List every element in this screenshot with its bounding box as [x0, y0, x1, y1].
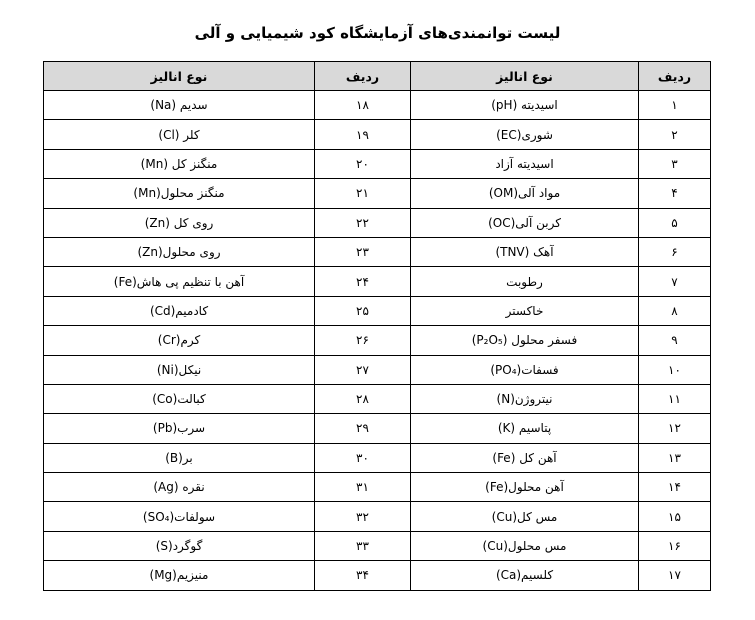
table-row [44, 355, 711, 384]
analysis-type-cell: بر(B) [44, 443, 315, 472]
row-number-cell: ۲۴ [315, 267, 411, 296]
row-number-cell: ۳۲ [315, 502, 411, 531]
header-analysis-type-left: نوع انالیز [44, 62, 315, 91]
analysis-type-cell: مواد آلی(OM) [411, 179, 639, 208]
analysis-type-cell: کرم(Cr) [44, 326, 315, 355]
table-row [44, 179, 711, 208]
row-number-cell: ۶ [639, 237, 711, 266]
analysis-type-cell: کربن آلی(OC) [411, 208, 639, 237]
row-number-cell: ۳ [639, 149, 711, 178]
row-number-cell: ۸ [639, 296, 711, 325]
table-row [44, 120, 711, 149]
row-number-cell: ۷ [639, 267, 711, 296]
row-number-cell: ۲۷ [315, 355, 411, 384]
analysis-type-cell: رطوبت [411, 267, 639, 296]
table-row [44, 473, 711, 502]
analysis-type-cell: مس محلول(Cu) [411, 531, 639, 560]
row-number-cell: ۳۳ [315, 531, 411, 560]
row-number-cell: ۲۵ [315, 296, 411, 325]
row-number-cell: ۲۲ [315, 208, 411, 237]
analysis-type-cell: مس کل(Cu) [411, 502, 639, 531]
row-number-cell: ۱۷ [639, 561, 711, 590]
analysis-type-cell: کلر (Cl) [44, 120, 315, 149]
row-number-cell: ۲۱ [315, 179, 411, 208]
analysis-table [43, 61, 711, 591]
table-row [44, 91, 711, 120]
table-row [44, 326, 711, 355]
analysis-type-cell: اسیدیته (pH) [411, 91, 639, 120]
row-number-cell: ۱۰ [639, 355, 711, 384]
analysis-type-cell: کلسیم(Ca) [411, 561, 639, 590]
table-row [44, 149, 711, 178]
row-number-cell: ۱۴ [639, 473, 711, 502]
row-number-cell: ۲۶ [315, 326, 411, 355]
analysis-type-cell: روی محلول(Zn) [44, 237, 315, 266]
analysis-type-cell: نقره (Ag) [44, 473, 315, 502]
row-number-cell: ۱۵ [639, 502, 711, 531]
row-number-cell: ۲۹ [315, 414, 411, 443]
row-number-cell: ۵ [639, 208, 711, 237]
table-row [44, 208, 711, 237]
row-number-cell: ۱۸ [315, 91, 411, 120]
analysis-type-cell: سولفات(SO₄) [44, 502, 315, 531]
analysis-type-cell: پتاسیم (K) [411, 414, 639, 443]
row-number-cell: ۲۳ [315, 237, 411, 266]
page-title: لیست توانمندی‌های آزمایشگاه کود شیمیایی و آلی [194, 24, 561, 42]
header-row [44, 62, 711, 91]
row-number-cell: ۱۹ [315, 120, 411, 149]
row-number-cell: ۲۸ [315, 384, 411, 413]
analysis-type-cell: سرب(Pb) [44, 414, 315, 443]
analysis-type-cell: آهن محلول(Fe) [411, 473, 639, 502]
analysis-type-cell: کادمیم(Cd) [44, 296, 315, 325]
analysis-type-cell: آهن با تنظیم پی هاش(Fe) [44, 267, 315, 296]
row-number-cell: ۲۰ [315, 149, 411, 178]
row-number-cell: ۱۳ [639, 443, 711, 472]
table-row [44, 384, 711, 413]
header-analysis-type-right: نوع انالیز [411, 62, 639, 91]
analysis-type-cell: فسفر محلول (P₂O₅) [411, 326, 639, 355]
header-row-number-left: ردیف [315, 62, 411, 91]
analysis-type-cell: فسفات(PO₄) [411, 355, 639, 384]
analysis-type-cell: منیزیم(Mg) [44, 561, 315, 590]
table-row [44, 237, 711, 266]
row-number-cell: ۳۴ [315, 561, 411, 590]
table-row [44, 267, 711, 296]
analysis-type-cell: شوری(EC) [411, 120, 639, 149]
table-body [44, 91, 711, 591]
table-header [44, 62, 711, 91]
analysis-type-cell: منگنز محلول(Mn) [44, 179, 315, 208]
analysis-type-cell: سدیم (Na) [44, 91, 315, 120]
row-number-cell: ۱ [639, 91, 711, 120]
row-number-cell: ۹ [639, 326, 711, 355]
row-number-cell: ۱۲ [639, 414, 711, 443]
analysis-type-cell: اسیدیته آزاد [411, 149, 639, 178]
table-row [44, 443, 711, 472]
table-row [44, 531, 711, 560]
table-row [44, 296, 711, 325]
table-row [44, 414, 711, 443]
analysis-type-cell: گوگرد(S) [44, 531, 315, 560]
analysis-type-cell: آهک (TNV) [411, 237, 639, 266]
table-row [44, 561, 711, 590]
row-number-cell: ۳۱ [315, 473, 411, 502]
analysis-type-cell: منگنز کل (Mn) [44, 149, 315, 178]
analysis-type-cell: نیتروژن(N) [411, 384, 639, 413]
analysis-type-cell: آهن کل (Fe) [411, 443, 639, 472]
row-number-cell: ۱۶ [639, 531, 711, 560]
analysis-type-cell: روی کل (Zn) [44, 208, 315, 237]
table-row [44, 502, 711, 531]
analysis-type-cell: خاکستر [411, 296, 639, 325]
row-number-cell: ۲ [639, 120, 711, 149]
header-row-number-right: ردیف [639, 62, 711, 91]
row-number-cell: ۱۱ [639, 384, 711, 413]
analysis-type-cell: نیکل(Ni) [44, 355, 315, 384]
row-number-cell: ۳۰ [315, 443, 411, 472]
row-number-cell: ۴ [639, 179, 711, 208]
analysis-type-cell: کبالت(Co) [44, 384, 315, 413]
